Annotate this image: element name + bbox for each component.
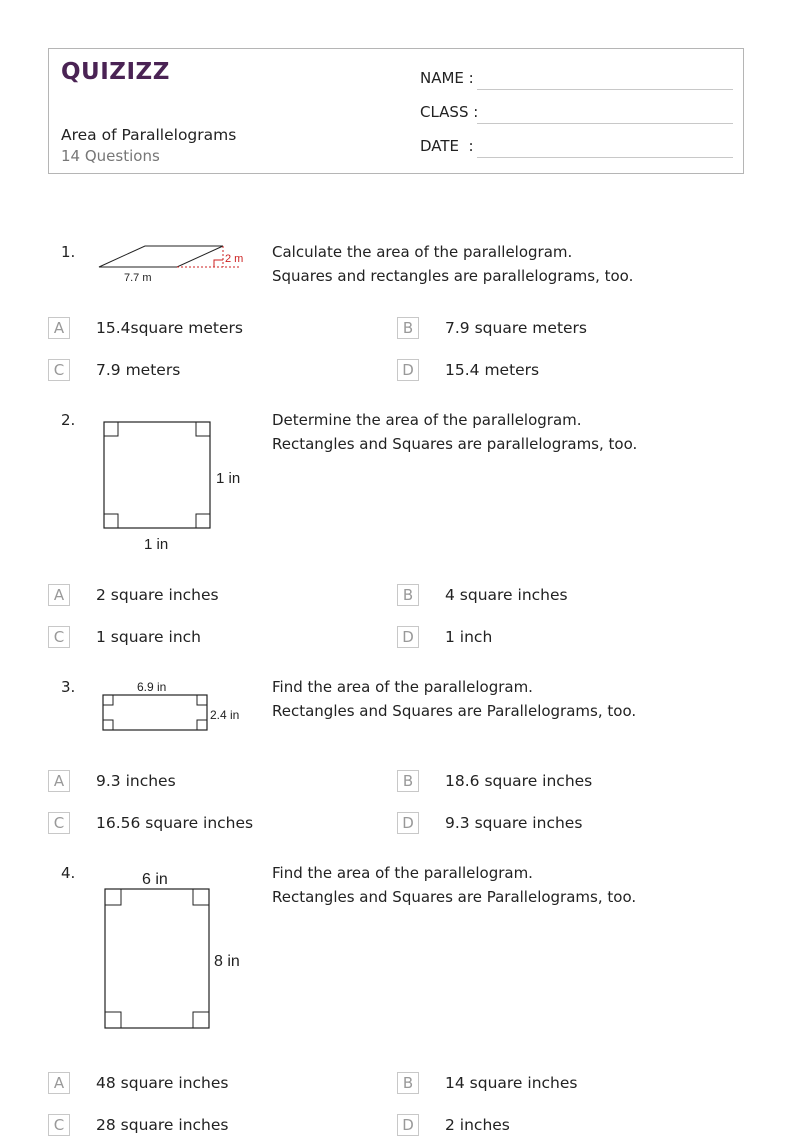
bottom-label: 1 in [144,536,169,553]
option-b-box[interactable]: B [397,770,419,792]
option-b-text: 7.9 square meters [445,319,588,337]
option-b-text: 18.6 square inches [445,772,593,790]
option-b-text: 4 square inches [445,586,568,604]
option-a-text: 2 square inches [96,586,219,604]
class-label: CLASS : [420,103,479,121]
question-4-figure [100,866,250,1034]
side-label: 1 in [216,470,241,487]
top-label: 6 in [142,871,168,888]
worksheet-header [48,48,744,174]
question-1-number: 1. [61,243,76,261]
option-c-text: 16.56 square inches [96,814,254,832]
name-field[interactable] [477,89,733,90]
option-d-box[interactable]: D [397,1114,419,1136]
question-1-figure [96,240,251,286]
option-d-box[interactable]: D [397,626,419,648]
option-a-box[interactable]: A [48,317,70,339]
option-b-text: 14 square inches [445,1074,578,1092]
option-c-text: 28 square inches [96,1116,229,1134]
option-a-box[interactable]: A [48,584,70,606]
option-c-box[interactable]: C [48,1114,70,1136]
option-a-text: 48 square inches [96,1074,229,1092]
date-field[interactable] [477,157,733,158]
square-shape [104,422,210,528]
rectangle-shape [103,695,207,730]
option-a-text: 15.4square meters [96,319,243,337]
option-c-box[interactable]: C [48,812,70,834]
question-4-number: 4. [61,864,76,882]
date-label: DATE : [420,137,474,155]
question-3-figure [100,676,250,736]
option-d-text: 15.4 meters [445,361,540,379]
question-3-text: Find the area of the parallelogram. Rectangles and Squares are Parallelograms, too. [272,678,637,720]
option-b-box[interactable]: B [397,584,419,606]
class-field[interactable] [477,123,733,124]
side-label: 2.4 in [210,708,240,722]
option-b-box[interactable]: B [397,1072,419,1094]
top-label: 6.9 in [137,680,167,694]
option-d-box[interactable]: D [397,812,419,834]
option-a-text: 9.3 inches [96,772,176,790]
option-c-text: 1 square inch [96,628,201,646]
option-d-text: 1 inch [445,628,493,646]
option-b-box[interactable]: B [397,317,419,339]
question-count: 14 Questions [61,147,160,165]
option-a-box[interactable]: A [48,770,70,792]
question-2-figure [100,418,250,558]
side-label: 8 in [214,953,240,970]
name-label: NAME : [420,69,474,87]
question-1-text: Calculate the area of the parallelogram. Squares and rectangles are parallelograms, too. [272,243,634,285]
parallelogram-shape [99,246,223,267]
option-d-text: 9.3 square inches [445,814,583,832]
option-d-box[interactable]: D [397,359,419,381]
option-c-box[interactable]: C [48,626,70,648]
question-3-number: 3. [61,678,76,696]
base-label: 7.7 m [124,272,152,284]
question-4-text: Find the area of the parallelogram. Rectangles and Squares are Parallelograms, too. [272,864,637,906]
worksheet-title: Area of Parallelograms [61,126,237,144]
height-label: 2 m [225,253,244,265]
option-c-text: 7.9 meters [96,361,181,379]
question-2-text: Determine the area of the parallelogram. Rectangles and Squares are parallelograms, too. [272,411,638,453]
option-d-text: 2 inches [445,1116,510,1134]
rectangle-shape [105,889,209,1028]
quizizz-logo: QUIZIZZ [61,59,170,85]
option-c-box[interactable]: C [48,359,70,381]
option-a-box[interactable]: A [48,1072,70,1094]
question-2-number: 2. [61,411,76,429]
